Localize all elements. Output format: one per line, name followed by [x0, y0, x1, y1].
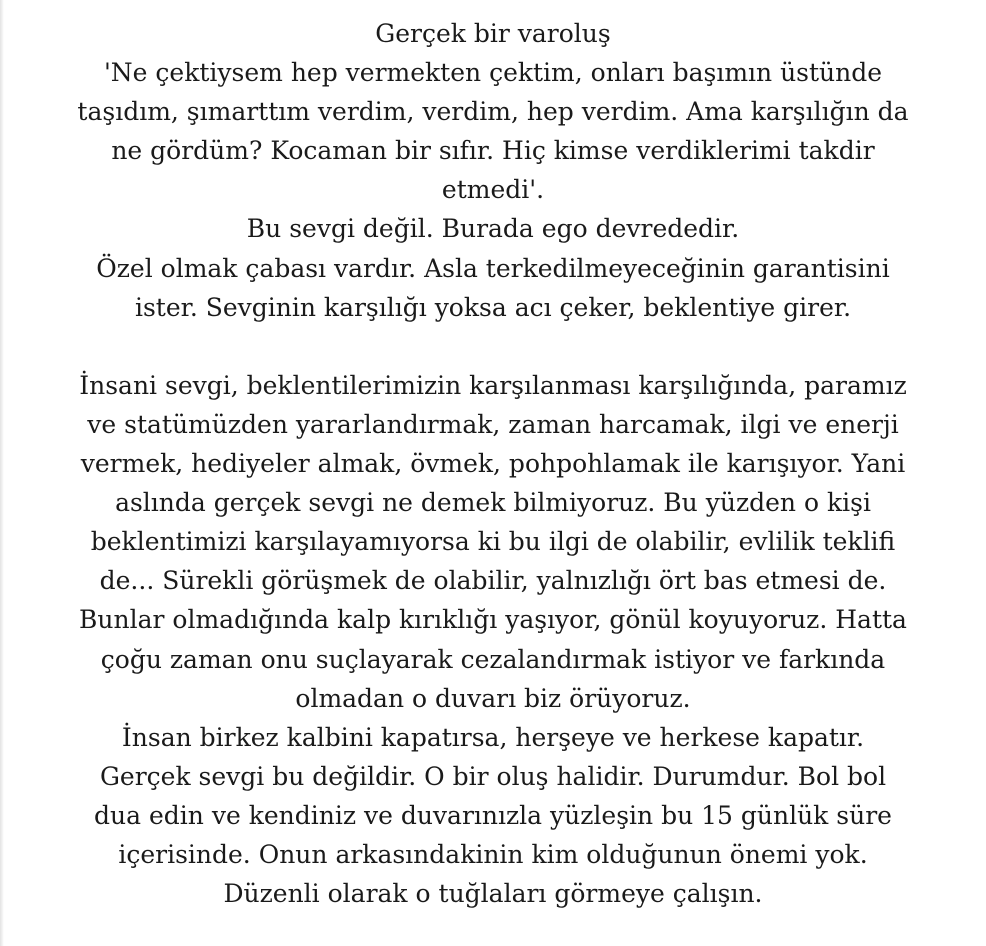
text-line: çoğu zaman onu suçlayarak cezalandırmak istiyor ve farkında	[100, 644, 886, 674]
text-line: ve statümüzden yararlandırmak, zaman harcamak, ilgi ve enerji	[87, 409, 899, 439]
text-line: olmadan o duvarı biz örüyoruz.	[295, 683, 691, 713]
paragraph-human-love	[0, 366, 986, 913]
text-line: ne gördüm? Kocaman bir sıfır. Hiç kimse verdiklerimi takdir	[111, 136, 875, 166]
text-line: aslında gerçek sevgi ne demek bilmiyoruz. Bu yüzden o kişi	[115, 488, 871, 518]
text-line: taşıdım, şımarttım verdim, verdim, hep verdim. Ama karşılığın da	[77, 97, 909, 127]
text-line: beklentimizi karşılayamıyorsa ki bu ilgi de olabilir, evlilik teklifi	[90, 527, 896, 557]
text-line: de... Sürekli görüşmek de olabilir, yalnızlığı ört bas etmesi de.	[99, 566, 887, 596]
paragraph-spacer	[0, 327, 986, 366]
text-line: Gerçek sevgi bu değildir. O bir oluş halidir. Durumdur. Bol bol	[99, 761, 887, 791]
text-line: etmedi'.	[441, 175, 545, 205]
text-line: vermek, hediyeler almak, övmek, pohpohlamak ile karışıyor. Yani	[80, 449, 906, 479]
text-line: Bu sevgi değil. Burada ego devrededir.	[246, 214, 740, 244]
text-line: ister. Sevginin karşılığı yoksa acı çeker, beklentiye girer.	[134, 292, 852, 322]
text-line: İnsani sevgi, beklentilerimizin karşılanması karşılığında, paramız	[79, 370, 907, 400]
text-line: Özel olmak çabası vardır. Asla terkedilmeyeceğinin garantisini	[96, 253, 890, 283]
paragraph-ego-love	[0, 53, 986, 327]
text-line: 'Ne çektiysem hep vermekten çektim, onları başımın üstünde	[103, 58, 883, 88]
document-body	[0, 14, 986, 913]
text-line: Bunlar olmadığında kalp kırıklığı yaşıyor, gönül koyuyoruz. Hatta	[79, 605, 907, 635]
text-line: içerisinde. Onun arkasındakinin kim olduğunun önemi yok.	[118, 839, 868, 869]
document-title: Gerçek bir varoluş	[375, 19, 611, 48]
text-line: Düzenli olarak o tuğlaları görmeye çalışın.	[223, 879, 763, 909]
text-line: İnsan birkez kalbini kapatırsa, herşeye ve herkese kapatır.	[121, 722, 865, 752]
text-line: dua edin ve kendiniz ve duvarınızla yüzleşin bu 15 günlük süre	[94, 800, 892, 830]
